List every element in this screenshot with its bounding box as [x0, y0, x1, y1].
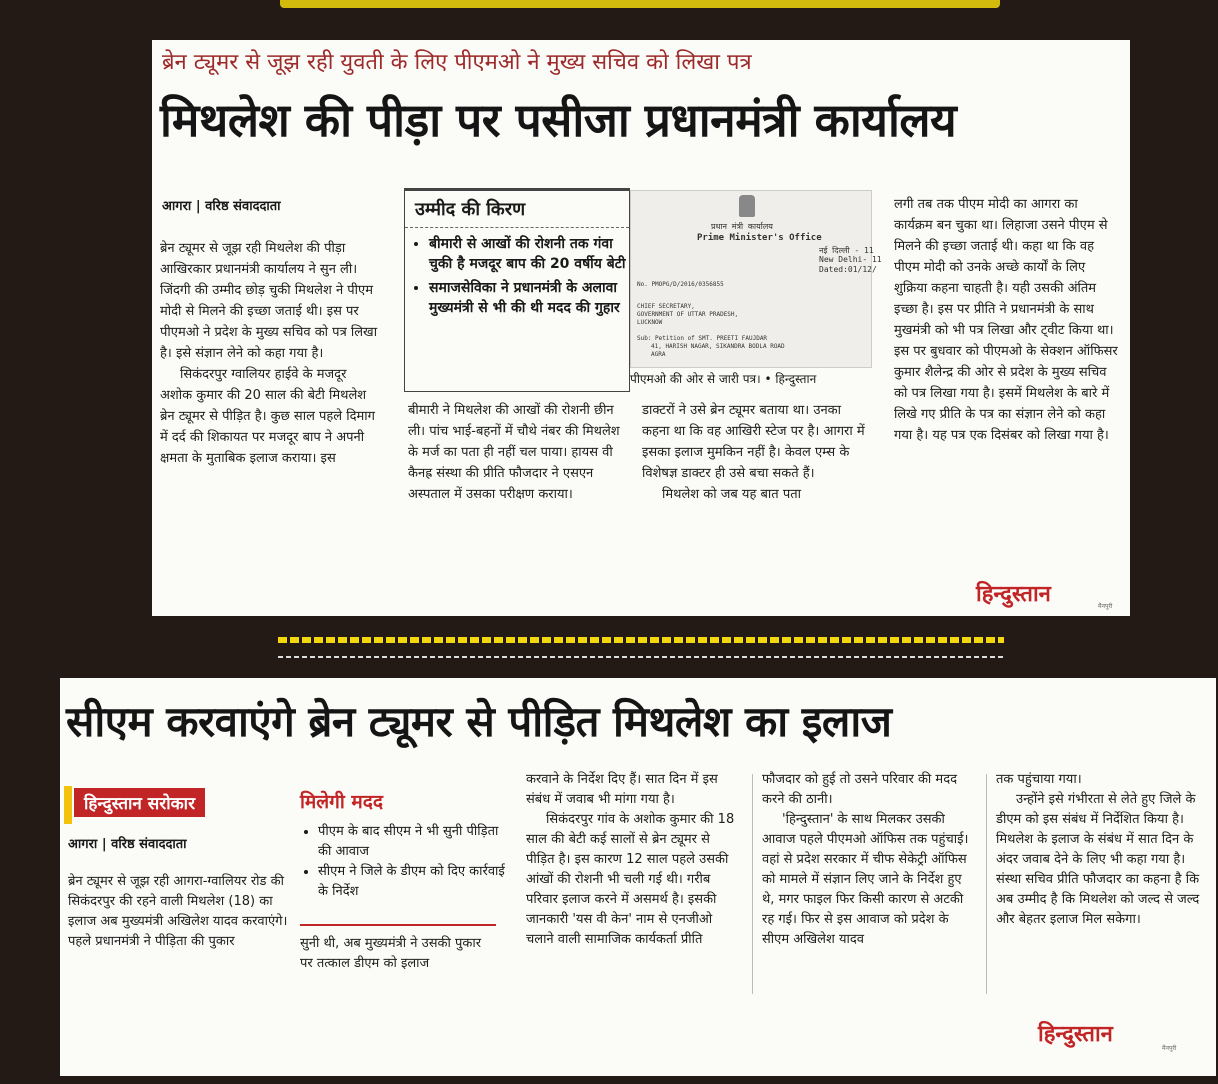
top-banner-fragment	[280, 0, 1000, 8]
letter-line: प्रधान मंत्री कार्यालय	[711, 222, 773, 231]
hindustan-logo: हिन्दुस्तान	[1038, 1022, 1113, 1047]
brand-accent-bar	[64, 786, 72, 824]
letter-line: New Delhi- 11	[819, 255, 882, 264]
paragraph: उन्होंने इसे गंभीरता से लेते हुए जिले के डीएम को इस संबंध में निर्देशित किया है। मिथलेश के इलाज के संबंध में सात दिन के अंदर जवाब देने के लिए भी कहा गया है। संस्था सचिव प्रीति फौजदार का कहना है कि अब उम्मीद है कि मिथलेश को जल्द से जल्द और बेहतर इलाज मिल सकेगा।	[996, 792, 1200, 927]
letter-line: No. PMOPG/D/2016/0356855	[637, 281, 724, 288]
logo-edition: मैनपुरी	[1162, 1045, 1177, 1052]
column-rule	[752, 774, 753, 994]
photo-caption: पीएमओ की ओर से जारी पत्र। • हिन्दुस्तान	[630, 372, 817, 386]
box-divider	[300, 924, 496, 926]
brand-tag: हिन्दुस्तान सरोकार	[74, 788, 205, 817]
pmo-letter-image	[630, 190, 882, 368]
list-item: • बीमारी से आखों की रोशनी तक गंवा चुकी है मजदूर बाप की 20 वर्षीय बेटी	[429, 234, 629, 274]
list-item: • पीएम के बाद सीएम ने भी सुनी पीड़िता की आवाज	[318, 822, 514, 862]
letter-line: AGRA	[651, 351, 666, 358]
paragraph: फौजदार को हुई तो उसने परिवार की मदद करने की ठानी।	[762, 772, 958, 807]
column-4	[762, 770, 978, 950]
letter-line: CHIEF SECRETARY,	[637, 303, 695, 310]
headline: सीएम करवाएंगे ब्रेन ट्यूमर से पीड़ित मिथलेश का इलाज	[66, 697, 892, 746]
list-item: • समाजसेविका ने प्रधानमंत्री के अलावा मुख्यमंत्री से भी की थी मदद की गुहार	[429, 278, 629, 318]
letter-line: Prime Minister's Office	[697, 233, 822, 243]
paragraph: सुनी थी, अब मुख्यमंत्री ने उसकी पुकार पर तत्काल डीएम को इलाज	[300, 936, 482, 971]
letter-line: Sub: Petition of SMT. PREETI FAUJDAR	[637, 335, 768, 342]
box-title: मिलेगी मदद	[300, 791, 383, 813]
column-1	[68, 872, 288, 952]
headline: मिथलेश की पीड़ा पर पसीजा प्रधानमंत्री कार्यालय	[160, 93, 957, 147]
paragraph: लगी तब तक पीएम मोदी का आगरा का कार्यक्रम बन चुका था। लिहाजा उसने पीएम से मिलने की इच्छा जताई थी। कहा था कि वह पीएम मोदी को उनके अच्छे कार्यों के लिए शुक्रिया कहना चाहती है। यही उसकी अंतिम इच्छा है। इस पर प्रीति ने प्रधानमंत्री के साथ मुखमंत्री को भी पत्र लिखा और ट्वीट किया था। इस पर बुधवार को पीएमओ के सेक्शन ऑफिसर कुमार शैलेन्द्र की ओर से प्रदेश के मुख्य सचिव को पत्र लिखा गया है। इसमें मिथलेश के बारे में लिखे गए प्रीति के पत्र का संज्ञान लेने को कहा गया है। यह पत्र एक दिसंबर को लिखा गया है।	[894, 197, 1118, 443]
news-clipping-pmo	[152, 40, 1130, 616]
paragraph: ब्रेन ट्यूमर से जूझ रही आगरा-ग्वालियर रोड की सिकंदरपुर की रहने वाली मिथलेश (18) का इलाज अब मुख्यमंत्री अखिलेश यादव करवाएंगे। पहले प्रधानमंत्री ने पीड़िता की पुकार	[68, 874, 288, 949]
box-title: उम्मीद की किरण	[405, 191, 629, 228]
letter-line: GOVERNMENT OF UTTAR PRADESH,	[637, 311, 739, 318]
news-clipping-cm	[60, 678, 1216, 1076]
byline: आगरा | वरिष्ठ संवाददाता	[162, 199, 281, 214]
column-2	[408, 400, 624, 505]
letter-line: LUCKNOW	[637, 319, 663, 326]
highlight-list	[300, 822, 514, 902]
hindustan-logo: हिन्दुस्तान	[976, 582, 1051, 607]
paragraph: सिकंदरपुर ग्वालियर हाईवे के मजदूर अशोक कुमार की 20 साल की बेटी मिथलेश ब्रेन ट्यूमर से पीड़ित है। कुछ साल पहले दिमाग में दर्द की शिकायत पर मजदूर बाप ने अपनी क्षमता के मुताबिक इलाज कराया। इस	[160, 367, 375, 466]
highlight-box	[404, 188, 630, 392]
paragraph: 'हिन्दुस्तान' के साथ मिलकर उसकी आवाज पहले पीएमओ ऑफिस तक पहुंचाई। वहां से प्रदेश सरकार में चीफ सेकेट्री ऑफिस को मामले में संज्ञान लिए जाने के निर्देश हुए थे, मगर फाइल फिर किसी कारण से अटकी रह गई। फिर से इस आवाज को प्रदेश के सीएम अखिलेश यादव	[762, 812, 969, 947]
paragraph: ब्रेन ट्यूमर से जूझ रही मिथलेश की पीड़ा आखिरकार प्रधानमंत्री कार्यालय ने सुन ली। जिंदगी की उम्मीद छोड़ चुकी मिथलेश ने पीएम मोदी से मिलने की इच्छा जताई थी। इस पर पीएमओ ने प्रदेश के मुख्य सचिव को पत्र लिखा है। इसे संज्ञान लेने को कहा गया है।	[160, 241, 378, 361]
column-1	[160, 238, 382, 469]
column-3	[526, 770, 742, 950]
paragraph: डाक्टरों ने उसे ब्रेन ट्यूमर बताया था। उनका कहना था कि वह आखिरी स्टेज पर है। आगरा में इसका इलाज मुमकिन नहीं है। केवल एम्स के विशेषज्ञ डाक्टर ही उसे बचा सकते हैं।	[642, 403, 865, 481]
letter-line: 41, HARISH NAGAR, SIKANDRA BODLA ROAD	[651, 343, 785, 350]
letter-line: Dated:01/12/	[819, 265, 877, 274]
column-5	[996, 770, 1210, 930]
paragraph: तक पहुंचाया गया।	[996, 772, 1082, 787]
paragraph: मिथलेश को जब यह बात पता	[662, 487, 801, 502]
list-item: • सीएम ने जिले के डीएम को दिए कार्रवाई के निर्देश	[318, 862, 514, 902]
column-rule	[986, 774, 987, 994]
highlight-list	[405, 234, 629, 318]
paragraph: सिकंदरपुर गांव के अशोक कुमार की 18 साल की बेटी कई सालों से ब्रेन ट्यूमर से पीड़ित है। इस कारण 12 साल पहले उसकी आंखों की रोशनी भी चली गई थी। गरीब परिवार इलाज करने में असमर्थ है। इसकी जानकारी 'यस वी केन' नाम से एनजीओ चलाने वाली सामाजिक कार्यकर्ता प्रीति	[526, 812, 735, 947]
paragraph: करवाने के निर्देश दिए हैं। सात दिन में इस संबंध में जवाब भी मांगा गया है।	[526, 772, 718, 807]
column-2	[300, 934, 496, 974]
byline: आगरा | वरिष्ठ संवाददाता	[68, 837, 187, 852]
separator-dotted	[278, 656, 1004, 658]
kicker: ब्रेन ट्यूमर से जूझ रही युवती के लिए पीएमओ ने मुख्य सचिव को लिखा पत्र	[162, 50, 752, 75]
logo-edition: मैनपुरी	[1098, 603, 1113, 610]
paragraph: बीमारी ने मिथलेश की आखों की रोशनी छीन ली। पांच भाई-बहनों में चौथे नंबर की मिथलेश के मर्ज का पता ही नहीं चल पाया। हायस वी कैनह्र संस्था की प्रीति फौजदार ने एसएन अस्पताल में उसका परीक्षण कराया।	[408, 403, 620, 502]
separator-dashed	[278, 637, 1004, 643]
column-4	[894, 194, 1120, 446]
emblem-icon	[739, 195, 755, 217]
column-3	[642, 400, 866, 505]
letter-line: नई दिल्ली - 11	[819, 246, 874, 255]
